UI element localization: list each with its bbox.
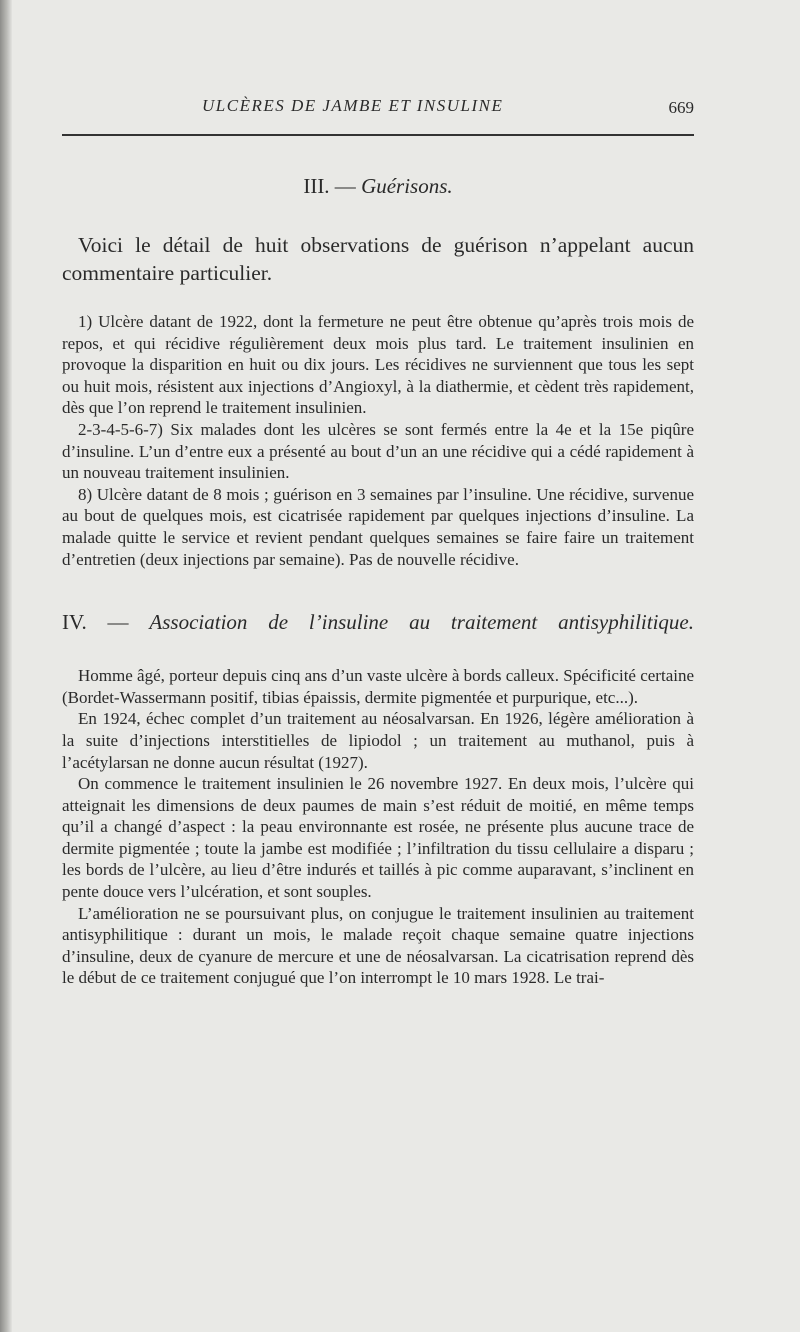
observation-8: 8) Ulcère datant de 8 mois ; guérison en 3 semaines par l’insuline. Une récidive, survenue au bout de quelques mois, est cicatrisée rapidement par quelques injections d’insuline. La malade quitte le service et revient pendant quelques semaines se faire faire un traitement d’entretien (deux injections par semaine). Pas de nouvelle récidive. [62, 484, 694, 569]
header-rule [62, 134, 694, 136]
intro-paragraph: Voici le détail de huit observations de guérison n’appelant aucun commentaire particulier. [62, 233, 694, 285]
case-paragraph-1: Homme âgé, porteur depuis cinq ans d’un vaste ulcère à bords calleux. Spécificité certaine (Bordet-Wassermann positif, tibias épaissis, dermite pigmentée et purpurique, etc...). [62, 666, 695, 707]
section-number-3: III. — [303, 174, 362, 198]
page [62, 96, 694, 989]
section-title-3: Guérisons. [361, 174, 453, 198]
case-paragraph-4: L’amélioration ne se poursuivant plus, on conjugue le traitement insulinien au traitement antisyphilitique : durant un mois, le malade reçoit chaque semaine quatre injections d’insuline, deux de cyanure de mercure et une de néosalvarsan. La cicatrisation reprend dès le début de ce traitement conjugué que l’on interrompt le 10 mars 1928. Le trai- [62, 903, 694, 988]
section-number-4: IV. — [62, 610, 150, 635]
observation-1: 1) Ulcère datant de 1922, dont la fermeture ne peut être obtenue qu’après trois mois de repos, et qui récidive régulièrement deux mois plus tard. Le traitement insulinien en provoque la disparition en huit ou dix jours. Les récidives ne surviennent que tous les sept ou huit mois, résistent aux injections d’Angioxyl, à la diathermie, et cèdent très rapidement, dès que l’on reprend le traitement insulinien. [62, 312, 694, 418]
running-title: ULCÈRES DE JAMBE ET INSULINE [202, 96, 504, 115]
section-title-4: Association de l’insuline au traitement antisyphilitique. [149, 610, 695, 635]
running-head [62, 96, 694, 126]
section-heading-3 [62, 174, 694, 199]
observations-list [62, 311, 694, 570]
case-report [62, 665, 694, 989]
case-paragraph-3: On commence le traitement insulinien le 26 novembre 1927. En deux mois, l’ulcère qui atteignait les dimensions de deux paumes de main s’est réduit de moitié, en même temps qu’il a changé d’aspect : la peau environnante est rosée, ne présente plus aucune trace de dermite pigmentée ; toute la jambe est modifiée ; l’infiltration du tissu cellulaire a disparu ; les bords de l’ulcère, au lieu d’être indurés et taillés à pic comme auparavant, s’inclinent en pente douce vers l’ulcération, et sont souples. [62, 774, 694, 902]
section-heading-4 [62, 610, 694, 635]
book-spine-shadow [0, 0, 12, 1332]
case-paragraph-2: En 1924, échec complet d’un traitement au néosalvarsan. En 1926, légère amélioration à la suite d’injections interstitielles de lipiodol ; un traitement au muthanol, puis à l’acétylarsan ne donne aucun résultat (1927). [62, 709, 694, 772]
page-number: 669 [668, 98, 694, 117]
observation-2-7: 2-3-4-5-6-7) Six malades dont les ulcères se sont fermés entre la 4e et la 15e piqûre d’insuline. L’un d’entre eux a présenté au bout d’un an une récidive qui a cédé rapidement à un nouveau traitement insulinien. [62, 419, 694, 483]
